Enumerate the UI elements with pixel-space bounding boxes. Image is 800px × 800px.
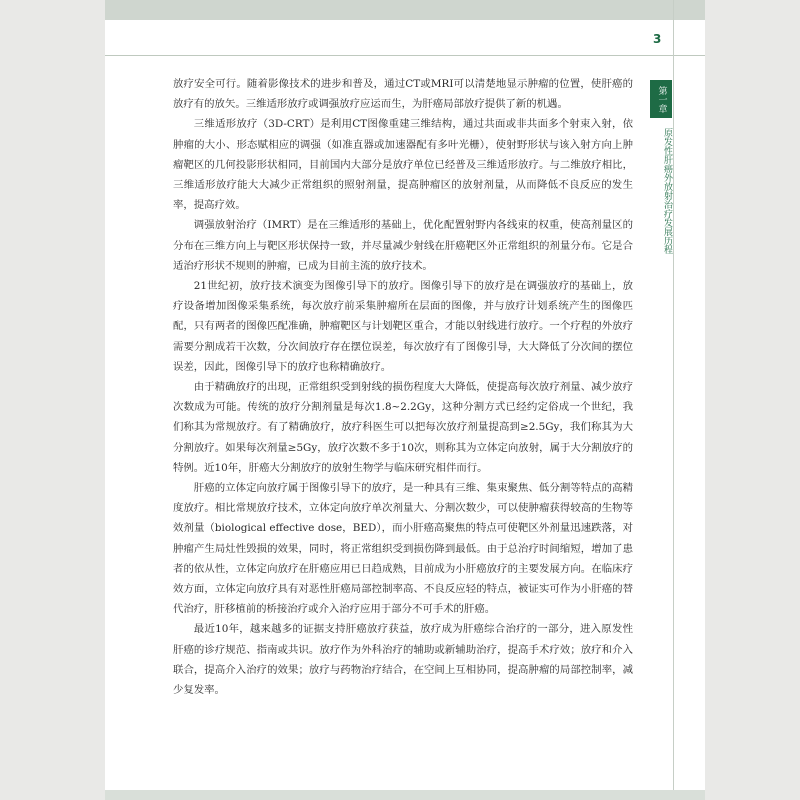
paragraph: 21世纪初，放疗技术演变为图像引导下的放疗。图像引导下的放疗是在调强放疗的基础上，放疗设备增加图像采集系统，每次放疗前采集肿瘤所在层面的图像，并与放疗计划系统产生的图像匹配，只有两者的图像匹配准确，肿瘤靶区与计划靶区重合，才能以射线进行放疗。一个疗程的外放疗需要分割成若干次数，分次间放疗存在摆位误差，每次放疗有了图像引导，大大降低了分次间的摆位误差，因此，图像引导下的放疗也称精确放疗。 [173, 280, 633, 373]
top-band [105, 0, 705, 20]
bottom-band [105, 790, 705, 800]
chapter-title: 原发性肝癌外放射治疗发展历程 [662, 128, 672, 254]
paragraph: 肝癌的立体定向放疗属于图像引导下的放疗，是一种具有三维、集束聚焦、低分割等特点的高精度放疗。相比常规放疗技术，立体定向放疗单次剂量大、分割次数少，可以使肿瘤获得较高的生物等效剂量（biological effective dose，BED），而小肝癌高聚焦的特点可使靶区外剂量迅速跌落，对肿瘤产生局灶性毁损的效果，同时，将正常组织受到损伤降到最低。由于总治疗时间缩短，增加了患者的依从性，立体定向放疗在肝癌应用已日趋成熟，目前成为小肝癌放疗的主要发展方向。在临床疗效方面，立体定向放疗具有对恶性肝癌局部控制率高、不良反应轻的特点，被证实可作为小肝癌的替代治疗，肝移植前的桥接治疗或介入治疗应用于部分不可手术的肝癌。 [173, 482, 633, 616]
body-text [173, 74, 633, 700]
page-number: 3 [653, 32, 662, 46]
paragraph: 调强放射治疗（IMRT）是在三维适形的基础上，优化配置射野内各线束的权重，使高剂量区的分布在三维方向上与靶区形状保持一致，并尽量减少射线在肝癌靶区外正常组织的剂量分布。它是合适治疗形状不规则的肿瘤，已成为目前主流的放疗技术。 [173, 219, 633, 272]
margin-rule [673, 0, 674, 800]
header-rule [105, 55, 705, 56]
chapter-tab: 第一章 [650, 80, 672, 118]
paragraph: 由于精确放疗的出现，正常组织受到射线的损伤程度大大降低，使提高每次放疗剂量、减少放疗次数成为可能。传统的放疗分割剂量是每次1.8~2.2Gy，这种分割方式已经约定俗成一个世纪，我们称其为常规放疗。有了精确放疗，放疗科医生可以把每次放疗剂量提高到≥2.5Gy，我们称其为大分割放疗。如果每次剂量≥5Gy，放疗次数不多于10次，则称其为立体定向放射，属于大分割放疗的特例。近10年，肝癌大分割放疗的放射生物学与临床研究相伴而行。 [173, 381, 633, 474]
book-page [105, 0, 705, 800]
paragraph: 三维适形放疗（3D-CRT）是利用CT图像重建三维结构，通过共面或非共面多个射束入射，依肿瘤的大小、形态赋相应的调强（如准直器或加速器配有多叶光栅），使射野形状与该入射方向上肿瘤靶区的几何投影形状相同，目前国内大部分是放疗单位已经普及三维适形放疗。与二维放疗相比，三维适形放疗能大大减少正常组织的照射剂量，提高肿瘤区的放射剂量，从而降低不良反应的发生率，提高疗效。 [173, 118, 633, 212]
paragraph: 放疗安全可行。随着影像技术的进步和普及，通过CT或MRI可以清楚地显示肿瘤的位置，使肝癌的放疗有的放矢。三维适形放疗或调强放疗应运而生，为肝癌局部放疗提供了新的机遇。 [173, 78, 633, 111]
paragraph: 最近10年，越来越多的证据支持肝癌放疗获益，放疗成为肝癌综合治疗的一部分，进入原发性肝癌的诊疗规范、指南或共识。放疗作为外科治疗的辅助或新辅助治疗，提高手术疗效；放疗和介入联合，提高介入治疗的效果；放疗与药物治疗结合，在空间上互相协同，提高肿瘤的局部控制率，减少复发率。 [173, 623, 633, 697]
